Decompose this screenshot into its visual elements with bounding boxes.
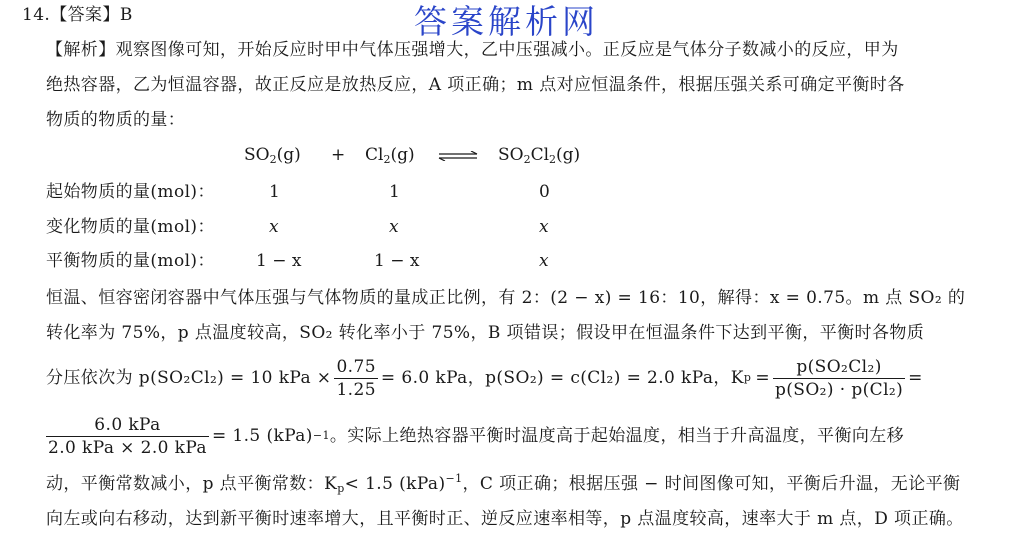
text-line-5: 动，平衡常数减小，p 点平衡常数：$K_p< 1.5$ (kPa)$^{-1}$，C 项正确；根据压强 − 时间图像可知，平衡后升温，无论平衡 xyxy=(46,472,961,495)
text-line-3: 分压依次为 p(SO₂Cl₂) = 10 kPa × $\frac{0.75}{1.25}$ = 6.0 kPa，p(SO₂) = c(Cl₂) = 2.0 kPa，K p = $\frac{\text{p(SO₂Cl₂)}}{\text{p(SO₂) · p(Cl₂)}}$ = xyxy=(46,356,923,400)
answer-label: 【答案】 xyxy=(50,5,120,25)
text-line-6: 向左或向右移动，达到新平衡时速率增大，且平衡时正、逆反应速率相等，p 点温度较高，速率大于 m 点，D 项正确。 xyxy=(46,509,964,529)
text-line-2: 转化率为 75%，p 点温度较高，SO₂ 转化率小于 75%，B 项错误；假设甲在恒温条件下达到平衡，平衡时各物质 xyxy=(46,323,925,343)
equilibrium-arrow-icon xyxy=(438,144,478,166)
analysis-line-1 xyxy=(46,39,899,61)
row-change-label: 变化物质的量(mol)： xyxy=(46,217,215,237)
analysis-line-2: 绝热容器，乙为恒温容器，故正反应是放热反应，A 项正确；m 点对应恒温条件，根据压强关系可确定平衡时各 xyxy=(46,75,905,95)
analysis-label: 【解析】 xyxy=(46,40,116,60)
row-eq-label: 平衡物质的量(mol)： xyxy=(46,251,215,271)
watermark-logo: 答案解析网 xyxy=(414,2,599,41)
row-change-so2: x xyxy=(269,217,279,237)
reactant-cl2: $Cl_2(g)$ xyxy=(365,145,415,166)
row-eq-so2: 1 − x xyxy=(256,251,302,271)
row-start-cl2: 1 xyxy=(389,182,400,202)
row-change-so2cl2: x xyxy=(539,217,549,237)
row-start-so2cl2: 0 xyxy=(539,182,550,202)
row-eq-cl2: 1 − x xyxy=(374,251,420,271)
answer-line xyxy=(22,4,133,26)
fraction-kp-expression: $\frac{\text{p(SO₂Cl₂)}}{\text{p(SO₂) · p(Cl₂)}}$ xyxy=(774,356,904,400)
product-so2cl2: $SO_2Cl_2(g)$ xyxy=(498,145,581,166)
row-start-label: 起始物质的量(mol)： xyxy=(46,182,215,202)
answer-value: B xyxy=(119,5,133,25)
analysis-line-3: 物质的物质的量： xyxy=(46,110,186,130)
analysis-text-1: 观察图像可知，开始反应时甲中气体压强增大，乙中压强减小。正反应是气体分子数减小的反应，甲为 xyxy=(115,40,899,60)
text-line-1: 恒温、恒容密闭容器中气体压强与气体物质的量成正比例，有 2：(2 − x) = 16：10，解得：x = 0.75。m 点 SO₂ 的 xyxy=(46,288,966,308)
question-number: 14. xyxy=(22,5,51,25)
reactant-so2: $SO_2(g)$ xyxy=(244,145,301,166)
row-eq-so2cl2: x xyxy=(539,251,549,271)
fraction-kp-value: $\frac{\text{6.0 kPa}}{\text{2.0 kPa × 2.0 kPa}}$ xyxy=(48,414,207,458)
row-change-cl2: x xyxy=(389,217,399,237)
text-line-4: $\frac{\text{6.0 kPa}}{\text{2.0 kPa × 2.0 kPa}}$ = 1.5 (kPa) −1 。实际上绝热容器平衡时温度高于起始温度，相当于升高温度，平衡向左移 xyxy=(48,414,905,458)
plus-sign: + xyxy=(331,145,346,165)
fraction-ratio: $\frac{0.75}{1.25}$ xyxy=(336,356,376,400)
row-start-so2: 1 xyxy=(269,182,280,202)
